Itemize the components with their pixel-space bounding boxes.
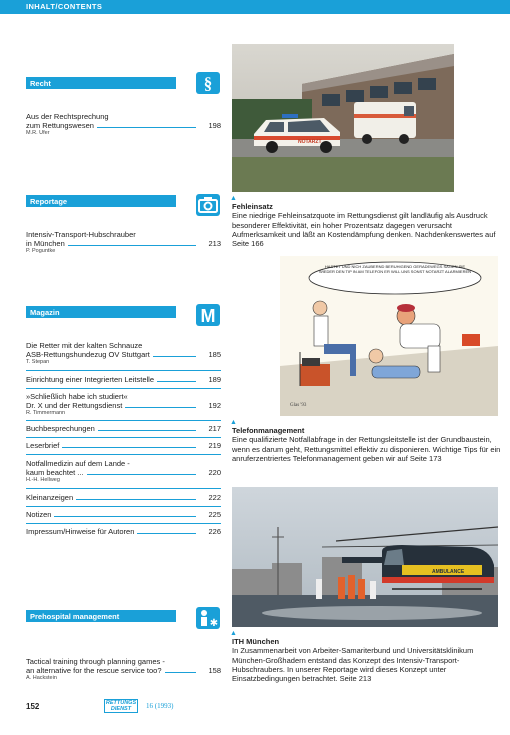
page-number: 152 [26,702,40,711]
section-title-reportage: Reportage [30,196,68,206]
ambulance-van [354,102,416,144]
arrow-up-icon: ▲ [230,630,237,637]
svg-text:M: M [200,306,216,326]
caption-telefon [230,419,502,463]
caption-ith [230,630,502,684]
car-label: NOTARZT [298,139,322,145]
caption-text: In Zusammenarbeit von Arbeiter-Samariterbund und Universitätsklinikum München-Großhadern entstand das Konzept des Intensiv-Transport-Hubschraubers. In unserer Reportage wird dieses Konzept unter Einsatzbedingungen betrachtet. Seite 213 [232,646,474,684]
header-label: INHALT/CONTENTS [26,2,103,11]
toc-page: 220 [208,468,221,477]
heli-label: AMBULANCE [432,569,465,575]
toc-entry[interactable]: Die Retter mit der kalten Schnauze ASB-Rettungshundezug OV Stuttgart 185 T. Stepan [26,341,221,365]
cartoon-signature: Glas '93 [290,403,307,408]
toc-entry[interactable]: Leserbrief 219 [26,441,221,450]
divider [26,370,221,371]
arrow-up-icon: ▲ [230,195,237,202]
toc-entry[interactable]: Notizen 225 [26,510,221,519]
divider [26,420,221,421]
toc-page: 198 [208,121,221,130]
toc-page: 226 [208,527,221,536]
toc-author: M.R. Ufer [26,130,50,136]
toc-entry[interactable]: Notfallmedizin auf dem Lande - kaum beachtet ... 220 H.-H. Hellweg [26,459,221,483]
camera-icon [196,194,220,216]
paramedic-star-icon [196,607,220,629]
svg-text:✱: ✱ [209,618,219,629]
toc-entry[interactable]: Tactical training through planning games - an alternative for the rescue service too? 158 A. Hackstein [26,657,221,681]
toc-page: 189 [208,375,221,384]
toc-page: 225 [208,510,221,519]
toc-page: 158 [208,666,221,675]
cartoon-telefon [280,256,498,416]
toc-entry[interactable]: Buchbesprechungen 217 [26,424,221,433]
caption-title: Telefonmanagement [232,426,305,435]
arrow-up-icon: ▲ [230,419,237,426]
magazine-logo: RETTUNGS DIENST [105,700,137,712]
toc-page: 185 [208,350,221,359]
caption-title: ITH München [232,637,280,646]
section-bar-magazin [26,306,176,318]
caption-title: Fehleinsatz [232,202,273,211]
section-bar-reportage [26,195,176,207]
toc-entry[interactable]: Aus der Rechtsprechung zum Rettungswesen 198 M.R. Ufer [26,112,221,136]
caption-text: Eine qualifizierte Notfallabfrage in der Rettungsleitstelle ist der Grundbaustein, wenn es darum geht, Rettungsmittel effektiv zu disponieren. Wichtige Tips für ein anruferzentriertes Telefonmanagement geben wir auf Seite 173 [232,435,501,463]
section-title-magazin: Magazin [30,307,60,317]
toc-entry[interactable]: »Schließlich habe ich studiert« Dr. X und der Rettungsdienst 192 R. Timmermann [26,392,221,416]
toc-author: H.-H. Hellweg [26,477,60,483]
caption-fehleinsatz [230,195,502,249]
section-bar-prehospital [26,610,176,622]
divider [26,388,221,389]
divider [26,506,221,507]
toc-entry[interactable]: Impressum/Hinweise für Autoren 226 [26,527,221,536]
toc-page: 213 [208,239,221,248]
toc-author: A. Hackstein [26,675,57,681]
caption-text: Eine niedrige Fehleinsatzquote im Rettungsdienst gilt landläufig als Ausdruck besonderer Effektivität, ein hoher Prozentsatz dagegen verursacht Aufmerksamkeit und läßt an Kostendämpfung denken. Nachdenkenswertes auf Seite 166 [232,211,496,249]
divider [26,488,221,489]
toc-entry[interactable]: Intensiv-Transport-Hubschrauber in München 213 P. Poguntke [26,230,221,254]
toc-page: 217 [208,424,221,433]
paragraph-icon [196,72,220,94]
magazine-m-icon [196,304,220,326]
photo-helicopter [232,487,498,627]
issue-label: 16 (1993) [146,702,174,710]
divider [26,437,221,438]
toc-author: T. Stepan [26,359,50,365]
divider [26,523,221,524]
toc-author: R. Timmermann [26,410,66,416]
toc-entry[interactable]: Kleinanzeigen 222 [26,493,221,502]
svg-text:§: § [203,74,213,93]
toc-page: 219 [208,441,221,450]
toc-page: 192 [208,401,221,410]
toc-author: P. Poguntke [26,248,56,254]
section-bar-recht [26,77,176,89]
toc-entry[interactable]: Einrichtung einer Integrierten Leitstelle 189 [26,375,221,384]
cartoon-speech: HASTET UND NICH ZAUBERND BERUHIGEND GERADEWEGS SAGEN SIE WIEDER DEN TIP IN AM TELEFON ER WILL UNS SONST NOTARZT ALARMIEREN [318,264,472,274]
section-title-recht: Recht [30,78,51,88]
header-bar [0,0,510,14]
photo-ambulance [232,44,454,192]
section-title-prehospital: Prehospital management [30,611,120,621]
toc-page: 222 [208,493,221,502]
divider [26,454,221,455]
